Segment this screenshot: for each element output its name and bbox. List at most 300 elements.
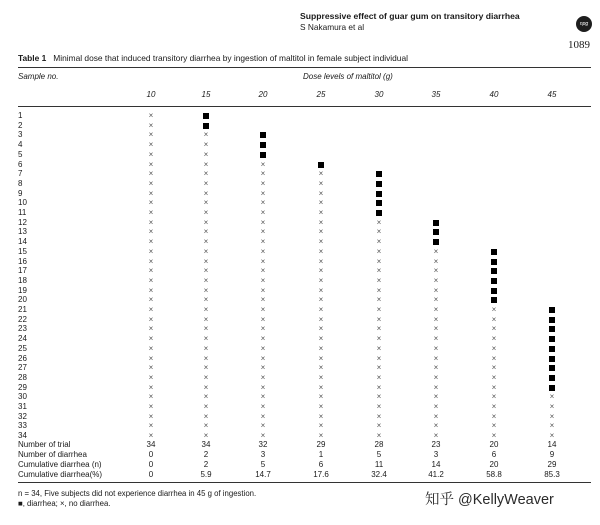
no-diarrhea-cross-icon: ×	[203, 227, 209, 237]
footnote-n: n = 34, Five subjects did not experience diarrhea in 45 g of ingestion.	[18, 489, 257, 498]
no-diarrhea-cross-icon: ×	[203, 353, 209, 363]
no-diarrhea-cross-icon: ×	[203, 246, 209, 256]
sample-label: 3	[18, 130, 23, 140]
no-diarrhea-cross-icon: ×	[148, 130, 154, 140]
sample-label: 18	[18, 275, 27, 285]
no-diarrhea-cross-icon: ×	[433, 392, 439, 402]
no-diarrhea-cross-icon: ×	[148, 275, 154, 285]
no-diarrhea-cross-icon: ×	[318, 421, 324, 431]
no-diarrhea-cross-icon: ×	[491, 431, 497, 441]
no-diarrhea-cross-icon: ×	[549, 431, 555, 441]
no-diarrhea-cross-icon: ×	[148, 431, 154, 441]
summary-value: 3	[260, 450, 266, 459]
summary-value: 85.3	[544, 470, 560, 479]
no-diarrhea-cross-icon: ×	[318, 246, 324, 256]
no-diarrhea-cross-icon: ×	[203, 372, 209, 382]
no-diarrhea-cross-icon: ×	[318, 208, 324, 217]
no-diarrhea-cross-icon: ×	[260, 169, 266, 179]
no-diarrhea-cross-icon: ×	[491, 314, 497, 324]
no-diarrhea-cross-icon: ×	[260, 246, 266, 256]
table-cell	[315, 160, 327, 170]
no-diarrhea-cross-icon: ×	[376, 372, 382, 382]
sample-label: 24	[18, 334, 27, 344]
table-cell	[546, 344, 558, 354]
sample-label: 26	[18, 353, 27, 363]
no-diarrhea-cross-icon: ×	[318, 314, 324, 324]
header-title: Suppressive effect of guar gum on transitory diarrhea	[300, 11, 520, 21]
sample-label: 7	[18, 169, 23, 179]
summary-value: 3	[433, 450, 439, 459]
no-diarrhea-cross-icon: ×	[148, 217, 154, 227]
sample-label: 11	[18, 208, 27, 217]
table-cell	[546, 354, 558, 364]
table-cell	[257, 130, 269, 140]
diarrhea-square-icon	[491, 268, 497, 274]
sample-label: 33	[18, 421, 27, 431]
no-diarrhea-cross-icon: ×	[203, 431, 209, 441]
diarrhea-square-icon	[491, 278, 497, 284]
no-diarrhea-cross-icon: ×	[491, 363, 497, 373]
no-diarrhea-cross-icon: ×	[491, 411, 497, 421]
no-diarrhea-cross-icon: ×	[491, 324, 497, 334]
diarrhea-square-icon	[376, 181, 382, 187]
sample-label: 17	[18, 266, 27, 276]
diarrhea-square-icon	[549, 385, 555, 391]
no-diarrhea-cross-icon: ×	[203, 285, 209, 295]
no-diarrhea-cross-icon: ×	[491, 402, 497, 411]
no-diarrhea-cross-icon: ×	[549, 421, 555, 431]
no-diarrhea-cross-icon: ×	[376, 353, 382, 363]
no-diarrhea-cross-icon: ×	[148, 363, 154, 373]
no-diarrhea-cross-icon: ×	[148, 402, 154, 411]
no-diarrhea-cross-icon: ×	[318, 411, 324, 421]
summary-value: 9	[549, 450, 555, 459]
no-diarrhea-cross-icon: ×	[376, 334, 382, 344]
table-cell	[546, 363, 558, 373]
table-cell	[488, 286, 500, 296]
no-diarrhea-cross-icon: ×	[203, 140, 209, 150]
summary-value: 29	[316, 440, 326, 449]
no-diarrhea-cross-icon: ×	[376, 275, 382, 285]
no-diarrhea-cross-icon: ×	[148, 198, 154, 208]
no-diarrhea-cross-icon: ×	[376, 217, 382, 227]
sample-label: 34	[18, 431, 27, 441]
no-diarrhea-cross-icon: ×	[318, 237, 324, 247]
no-diarrhea-cross-icon: ×	[491, 353, 497, 363]
table-cell	[488, 295, 500, 305]
no-diarrhea-cross-icon: ×	[549, 392, 555, 402]
no-diarrhea-cross-icon: ×	[376, 227, 382, 237]
no-diarrhea-cross-icon: ×	[260, 178, 266, 188]
no-diarrhea-cross-icon: ×	[203, 314, 209, 324]
no-diarrhea-cross-icon: ×	[203, 402, 209, 411]
no-diarrhea-cross-icon: ×	[148, 324, 154, 334]
no-diarrhea-cross-icon: ×	[491, 343, 497, 353]
dose-header-30: 30	[374, 90, 384, 99]
top-rule	[18, 67, 591, 68]
no-diarrhea-cross-icon: ×	[433, 382, 439, 392]
diarrhea-square-icon	[203, 113, 209, 119]
no-diarrhea-cross-icon: ×	[203, 178, 209, 188]
no-diarrhea-cross-icon: ×	[433, 421, 439, 431]
sample-label: 4	[18, 140, 23, 150]
summary-value: 14	[547, 440, 557, 449]
no-diarrhea-cross-icon: ×	[260, 188, 266, 198]
no-diarrhea-cross-icon: ×	[203, 149, 209, 159]
no-diarrhea-cross-icon: ×	[260, 159, 266, 169]
no-diarrhea-cross-icon: ×	[318, 402, 324, 411]
no-diarrhea-cross-icon: ×	[433, 285, 439, 295]
no-diarrhea-cross-icon: ×	[318, 295, 324, 305]
no-diarrhea-cross-icon: ×	[203, 169, 209, 179]
no-diarrhea-cross-icon: ×	[376, 285, 382, 295]
no-diarrhea-cross-icon: ×	[376, 305, 382, 314]
running-header	[300, 11, 520, 32]
no-diarrhea-cross-icon: ×	[148, 295, 154, 305]
summary-label: Number of trial	[18, 440, 71, 449]
no-diarrhea-cross-icon: ×	[148, 246, 154, 256]
no-diarrhea-cross-icon: ×	[318, 275, 324, 285]
no-diarrhea-cross-icon: ×	[203, 305, 209, 314]
no-diarrhea-cross-icon: ×	[148, 392, 154, 402]
summary-value: 17.6	[313, 470, 329, 479]
diarrhea-square-icon	[376, 200, 382, 206]
diarrhea-square-icon	[549, 375, 555, 381]
table-cell	[373, 198, 385, 208]
header-rule	[18, 106, 591, 107]
no-diarrhea-cross-icon: ×	[260, 372, 266, 382]
dose-header-40: 40	[489, 90, 499, 99]
sample-label: 23	[18, 324, 27, 334]
no-diarrhea-cross-icon: ×	[260, 275, 266, 285]
table-cell	[200, 111, 212, 121]
no-diarrhea-cross-icon: ×	[148, 256, 154, 266]
no-diarrhea-cross-icon: ×	[260, 363, 266, 373]
summary-label: Cumulative diarrhea(%)	[18, 470, 103, 479]
no-diarrhea-cross-icon: ×	[148, 237, 154, 247]
no-diarrhea-cross-icon: ×	[376, 392, 382, 402]
diarrhea-square-icon	[203, 123, 209, 129]
no-diarrhea-cross-icon: ×	[148, 421, 154, 431]
diarrhea-square-icon	[491, 259, 497, 265]
diarrhea-square-icon	[549, 346, 555, 352]
no-diarrhea-cross-icon: ×	[148, 111, 154, 120]
no-diarrhea-cross-icon: ×	[260, 382, 266, 392]
summary-value: 20	[489, 440, 499, 449]
sample-label: 21	[18, 305, 27, 314]
no-diarrhea-cross-icon: ×	[148, 314, 154, 324]
no-diarrhea-cross-icon: ×	[260, 431, 266, 441]
no-diarrhea-cross-icon: ×	[203, 188, 209, 198]
no-diarrhea-cross-icon: ×	[260, 305, 266, 314]
no-diarrhea-cross-icon: ×	[260, 411, 266, 421]
table-cell	[257, 150, 269, 160]
no-diarrhea-cross-icon: ×	[491, 305, 497, 314]
table-cell	[488, 247, 500, 257]
summary-value: 2	[203, 460, 209, 469]
no-diarrhea-cross-icon: ×	[318, 382, 324, 392]
table-cell	[488, 276, 500, 286]
no-diarrhea-cross-icon: ×	[318, 353, 324, 363]
no-diarrhea-cross-icon: ×	[433, 363, 439, 373]
no-diarrhea-cross-icon: ×	[318, 217, 324, 227]
table-cell	[546, 334, 558, 344]
no-diarrhea-cross-icon: ×	[148, 334, 154, 344]
no-diarrhea-cross-icon: ×	[376, 246, 382, 256]
no-diarrhea-cross-icon: ×	[148, 382, 154, 392]
no-diarrhea-cross-icon: ×	[203, 343, 209, 353]
summary-value: 11	[374, 460, 384, 469]
diarrhea-square-icon	[433, 239, 439, 245]
no-diarrhea-cross-icon: ×	[318, 363, 324, 373]
no-diarrhea-cross-icon: ×	[433, 246, 439, 256]
no-diarrhea-cross-icon: ×	[148, 159, 154, 169]
sample-label: 10	[18, 198, 27, 208]
dose-header-25: 25	[316, 90, 326, 99]
sample-label: 12	[18, 217, 27, 227]
no-diarrhea-cross-icon: ×	[491, 334, 497, 344]
no-diarrhea-cross-icon: ×	[260, 421, 266, 431]
no-diarrhea-cross-icon: ×	[376, 421, 382, 431]
diarrhea-square-icon	[491, 297, 497, 303]
diarrhea-square-icon	[260, 142, 266, 148]
sample-label: 32	[18, 411, 27, 421]
no-diarrhea-cross-icon: ×	[260, 334, 266, 344]
table-cell	[488, 257, 500, 267]
table-caption	[18, 53, 408, 63]
sample-label: 30	[18, 392, 27, 402]
table-cell	[546, 373, 558, 383]
page-number: 1089	[568, 39, 590, 51]
diarrhea-square-icon	[433, 229, 439, 235]
summary-value: 5.9	[200, 470, 212, 479]
no-diarrhea-cross-icon: ×	[549, 402, 555, 411]
no-diarrhea-cross-icon: ×	[148, 353, 154, 363]
no-diarrhea-cross-icon: ×	[260, 314, 266, 324]
no-diarrhea-cross-icon: ×	[203, 208, 209, 217]
summary-label: Cumulative diarrhea (n)	[18, 460, 102, 469]
diarrhea-square-icon	[260, 152, 266, 158]
summary-value: 6	[318, 460, 324, 469]
summary-value: 2	[203, 450, 209, 459]
no-diarrhea-cross-icon: ×	[376, 295, 382, 305]
summary-value: 14.7	[255, 470, 271, 479]
no-diarrhea-cross-icon: ×	[260, 285, 266, 295]
no-diarrhea-cross-icon: ×	[260, 227, 266, 237]
summary-value: 20	[489, 460, 499, 469]
bottom-rule	[18, 482, 591, 483]
diarrhea-square-icon	[549, 307, 555, 313]
summary-value: 34	[201, 440, 211, 449]
no-diarrhea-cross-icon: ×	[203, 256, 209, 266]
summary-value: 41.2	[428, 470, 444, 479]
diarrhea-square-icon	[260, 132, 266, 138]
no-diarrhea-cross-icon: ×	[318, 256, 324, 266]
table-cell	[430, 237, 442, 247]
no-diarrhea-cross-icon: ×	[203, 392, 209, 402]
no-diarrhea-cross-icon: ×	[318, 343, 324, 353]
no-diarrhea-cross-icon: ×	[376, 237, 382, 247]
no-diarrhea-cross-icon: ×	[376, 256, 382, 266]
diarrhea-square-icon	[491, 288, 497, 294]
no-diarrhea-cross-icon: ×	[433, 305, 439, 314]
diarrhea-square-icon	[491, 249, 497, 255]
table-cell	[373, 179, 385, 189]
no-diarrhea-cross-icon: ×	[433, 411, 439, 421]
no-diarrhea-cross-icon: ×	[203, 217, 209, 227]
no-diarrhea-cross-icon: ×	[318, 178, 324, 188]
table-cell	[546, 315, 558, 325]
sample-label: 5	[18, 149, 23, 159]
dose-header-20: 20	[258, 90, 268, 99]
sample-label: 6	[18, 159, 23, 169]
no-diarrhea-cross-icon: ×	[433, 324, 439, 334]
no-diarrhea-cross-icon: ×	[148, 140, 154, 150]
header-authors: S Nakamura et al	[300, 22, 365, 32]
table-cell	[257, 140, 269, 150]
no-diarrhea-cross-icon: ×	[318, 266, 324, 276]
table-cell	[488, 266, 500, 276]
sample-label: 28	[18, 372, 27, 382]
no-diarrhea-cross-icon: ×	[148, 169, 154, 179]
no-diarrhea-cross-icon: ×	[376, 324, 382, 334]
table-cell	[546, 383, 558, 393]
no-diarrhea-cross-icon: ×	[433, 275, 439, 285]
no-diarrhea-cross-icon: ×	[203, 275, 209, 285]
no-diarrhea-cross-icon: ×	[260, 208, 266, 217]
no-diarrhea-cross-icon: ×	[376, 343, 382, 353]
no-diarrhea-cross-icon: ×	[433, 353, 439, 363]
diarrhea-square-icon	[549, 336, 555, 342]
no-diarrhea-cross-icon: ×	[203, 266, 209, 276]
no-diarrhea-cross-icon: ×	[203, 295, 209, 305]
no-diarrhea-cross-icon: ×	[260, 353, 266, 363]
sample-column-header: Sample no.	[18, 72, 59, 81]
no-diarrhea-cross-icon: ×	[433, 314, 439, 324]
no-diarrhea-cross-icon: ×	[260, 343, 266, 353]
diarrhea-square-icon	[549, 356, 555, 362]
no-diarrhea-cross-icon: ×	[260, 237, 266, 247]
no-diarrhea-cross-icon: ×	[203, 198, 209, 208]
no-diarrhea-cross-icon: ×	[203, 334, 209, 344]
no-diarrhea-cross-icon: ×	[148, 227, 154, 237]
summary-value: 0	[148, 450, 154, 459]
dose-header-10: 10	[146, 90, 156, 99]
no-diarrhea-cross-icon: ×	[318, 188, 324, 198]
no-diarrhea-cross-icon: ×	[433, 343, 439, 353]
no-diarrhea-cross-icon: ×	[433, 402, 439, 411]
no-diarrhea-cross-icon: ×	[260, 266, 266, 276]
no-diarrhea-cross-icon: ×	[260, 324, 266, 334]
no-diarrhea-cross-icon: ×	[260, 295, 266, 305]
no-diarrhea-cross-icon: ×	[318, 431, 324, 441]
summary-value: 5	[376, 450, 382, 459]
sample-label: 19	[18, 285, 27, 295]
no-diarrhea-cross-icon: ×	[203, 324, 209, 334]
no-diarrhea-cross-icon: ×	[376, 363, 382, 373]
summary-value: 58.8	[486, 470, 502, 479]
sample-label: 25	[18, 343, 27, 353]
publisher-logo: npg	[576, 16, 592, 32]
no-diarrhea-cross-icon: ×	[318, 392, 324, 402]
table-cell	[373, 189, 385, 199]
footnote-legend	[18, 499, 111, 508]
no-diarrhea-cross-icon: ×	[376, 382, 382, 392]
no-diarrhea-cross-icon: ×	[318, 285, 324, 295]
no-diarrhea-cross-icon: ×	[148, 120, 154, 130]
no-diarrhea-cross-icon: ×	[148, 149, 154, 159]
sample-label: 22	[18, 314, 27, 324]
no-diarrhea-cross-icon: ×	[433, 334, 439, 344]
sample-label: 14	[18, 237, 27, 247]
diarrhea-square-icon	[549, 317, 555, 323]
table-cell	[546, 324, 558, 334]
no-diarrhea-cross-icon: ×	[491, 382, 497, 392]
diarrhea-square-icon	[376, 191, 382, 197]
summary-label: Number of diarrhea	[18, 450, 87, 459]
no-diarrhea-cross-icon: ×	[491, 421, 497, 431]
no-diarrhea-cross-icon: ×	[549, 411, 555, 421]
diarrhea-square-icon	[549, 365, 555, 371]
no-diarrhea-cross-icon: ×	[148, 411, 154, 421]
no-diarrhea-cross-icon: ×	[318, 324, 324, 334]
no-diarrhea-cross-icon: ×	[203, 237, 209, 247]
no-diarrhea-cross-icon: ×	[318, 169, 324, 179]
no-diarrhea-cross-icon: ×	[318, 198, 324, 208]
no-diarrhea-cross-icon: ×	[148, 372, 154, 382]
no-diarrhea-cross-icon: ×	[260, 392, 266, 402]
table-cell	[546, 305, 558, 315]
sample-label: 31	[18, 402, 27, 411]
table-cell	[373, 169, 385, 179]
no-diarrhea-cross-icon: ×	[260, 256, 266, 266]
sample-label: 20	[18, 295, 27, 305]
no-diarrhea-cross-icon: ×	[433, 266, 439, 276]
sample-label: 27	[18, 363, 27, 373]
no-diarrhea-cross-icon: ×	[260, 217, 266, 227]
no-diarrhea-cross-icon: ×	[260, 402, 266, 411]
table-label: Table 1	[18, 53, 47, 63]
no-diarrhea-cross-icon: ×	[148, 285, 154, 295]
summary-value: 34	[146, 440, 156, 449]
dose-column-header: Dose levels of maltitol (g)	[303, 72, 393, 81]
diarrhea-square-icon	[433, 220, 439, 226]
sample-label: 9	[18, 188, 23, 198]
summary-value: 6	[491, 450, 497, 459]
no-diarrhea-cross-icon: ×	[376, 266, 382, 276]
dose-header-45: 45	[547, 90, 557, 99]
no-diarrhea-cross-icon: ×	[491, 372, 497, 382]
diarrhea-square-icon: ■	[18, 499, 23, 508]
sample-label: 15	[18, 246, 27, 256]
summary-value: 23	[431, 440, 441, 449]
no-diarrhea-cross-icon: ×	[433, 372, 439, 382]
summary-value: 0	[148, 460, 154, 469]
no-diarrhea-cross-icon: ×	[376, 431, 382, 441]
no-diarrhea-cross-icon: ×	[203, 363, 209, 373]
no-diarrhea-cross-icon: ×	[318, 372, 324, 382]
no-diarrhea-cross-icon: ×	[148, 208, 154, 217]
no-diarrhea-cross-icon: ×	[491, 392, 497, 402]
no-diarrhea-cross-icon: ×	[376, 402, 382, 411]
sample-label: 13	[18, 227, 27, 237]
sample-label: 29	[18, 382, 27, 392]
no-diarrhea-cross-icon: ×	[148, 178, 154, 188]
sample-label: 8	[18, 178, 23, 188]
summary-value: 29	[547, 460, 557, 469]
summary-value: 0	[148, 470, 154, 479]
no-diarrhea-cross-icon: ×	[260, 198, 266, 208]
